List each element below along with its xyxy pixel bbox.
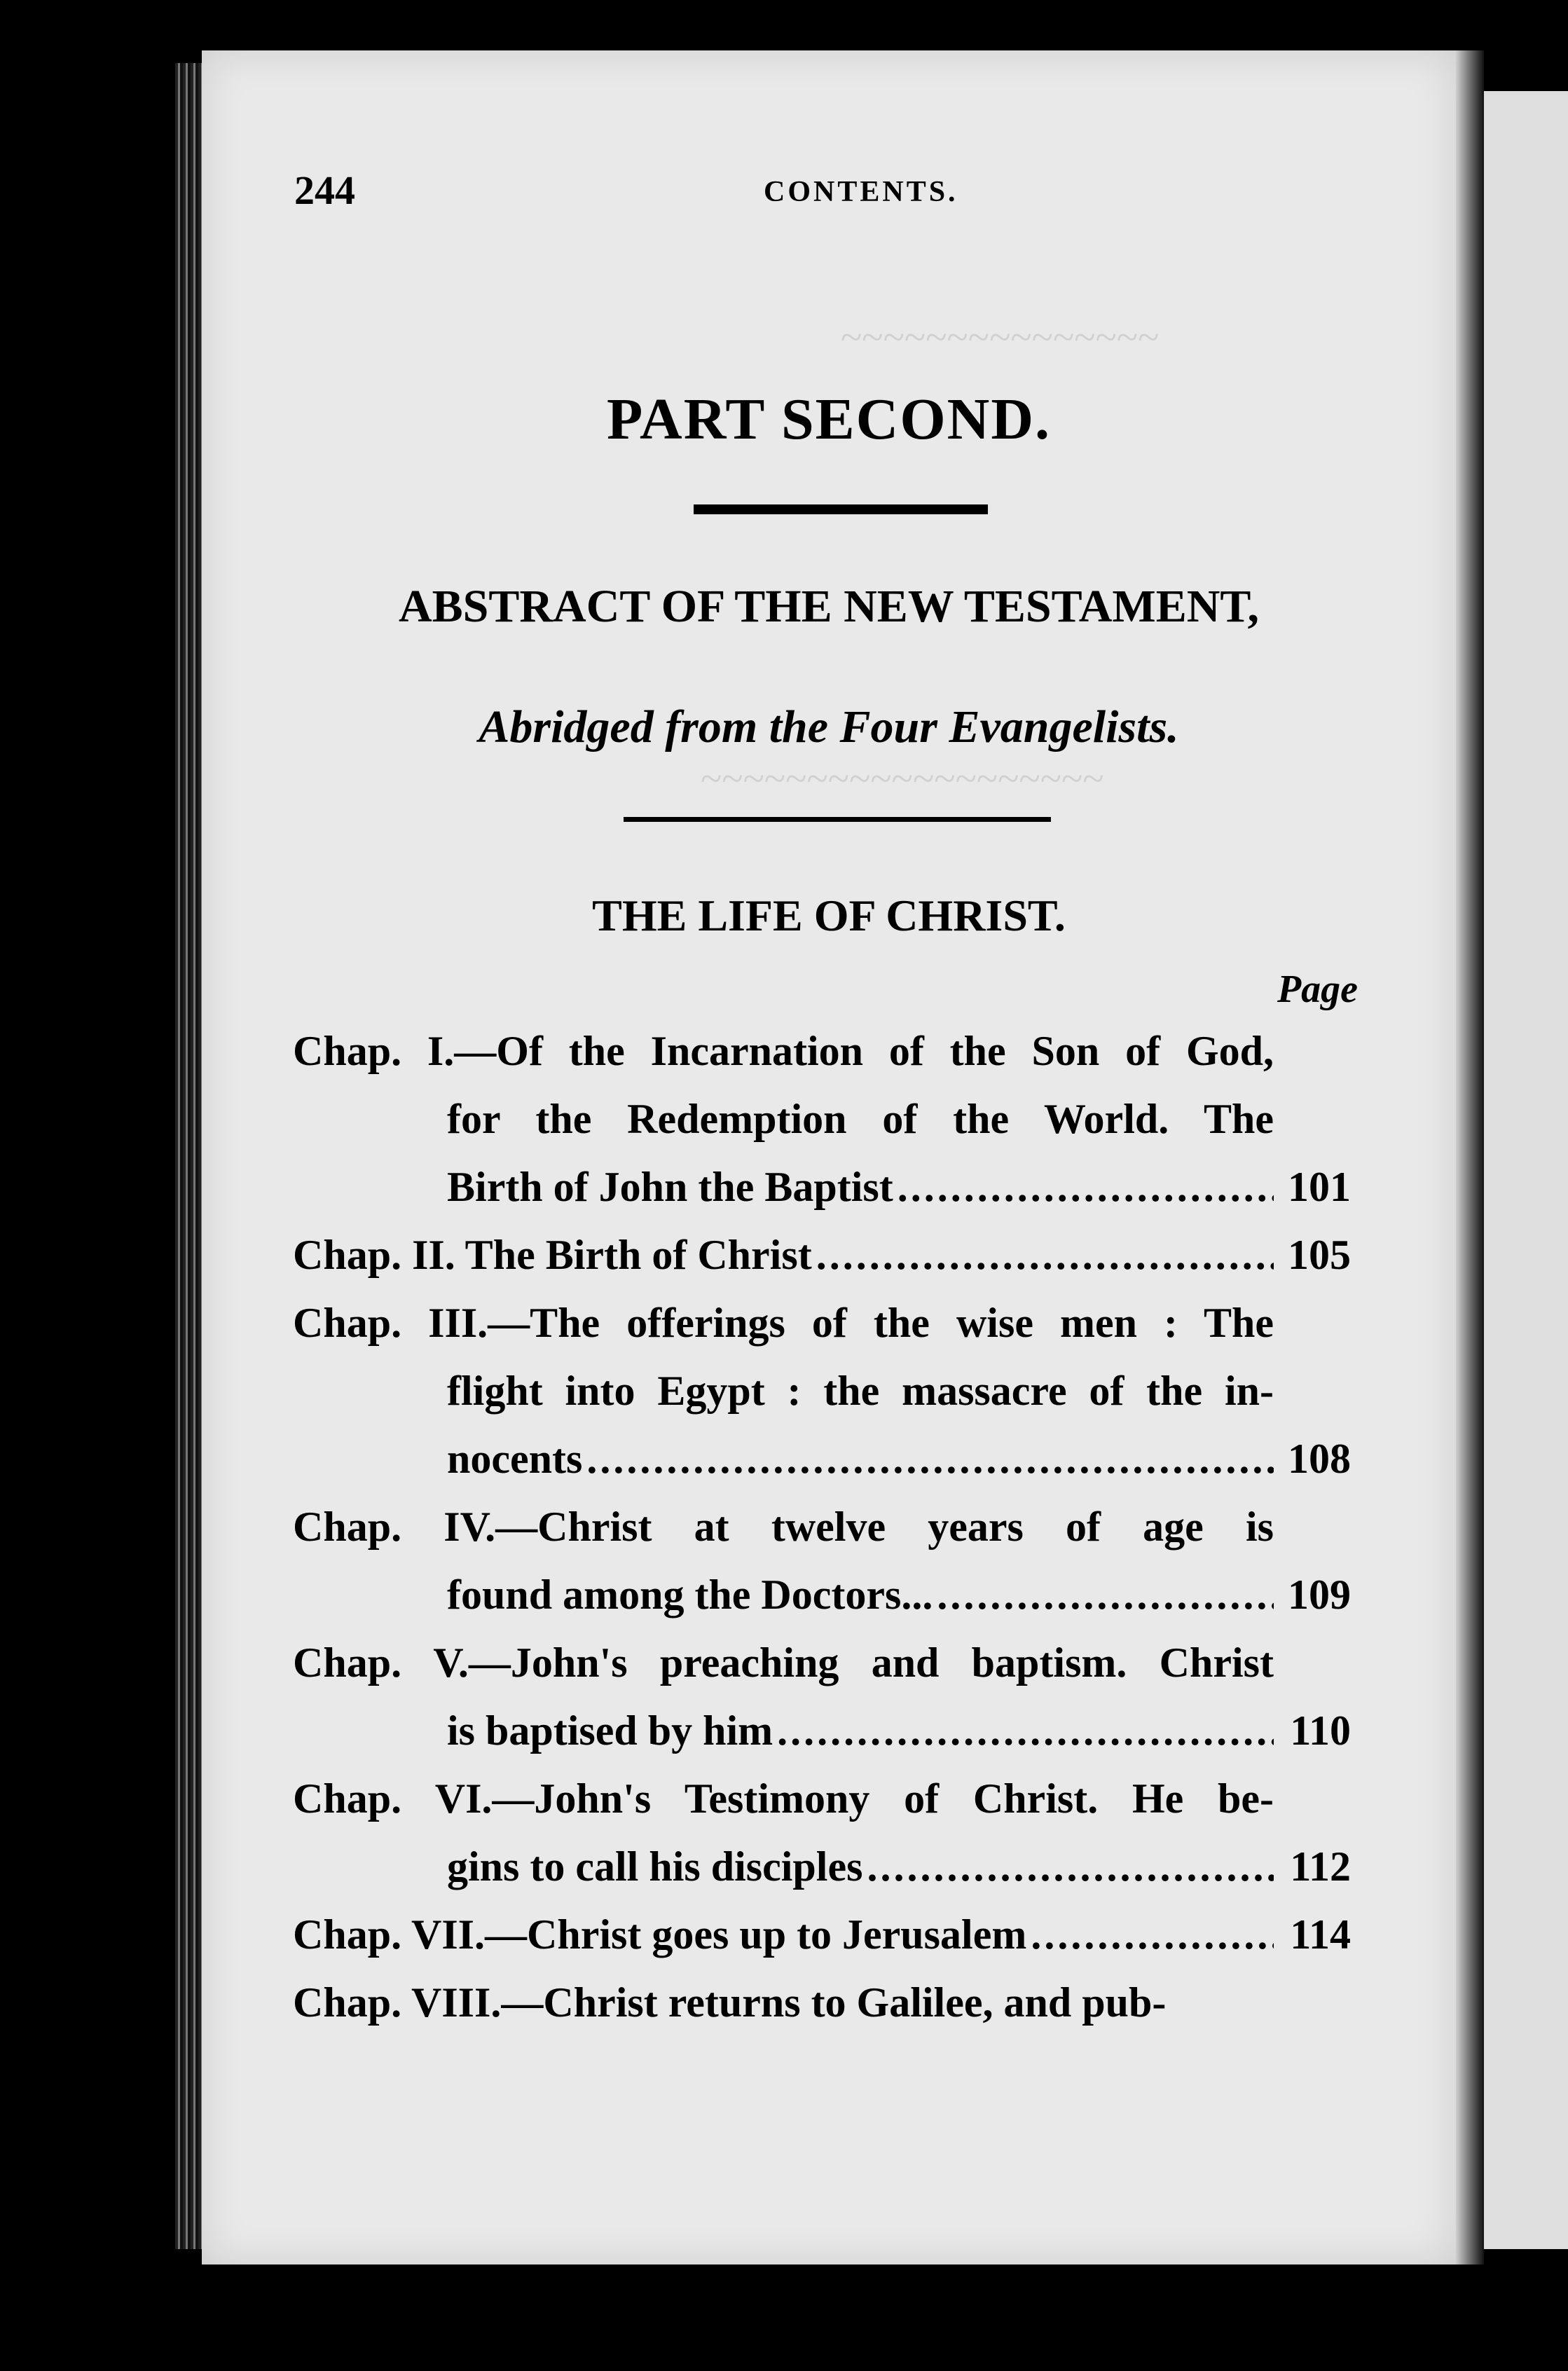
toc-entry-text: Chap. III.—The offerings of the wise men : The xyxy=(293,1300,1274,1346)
toc-page-number: 109 xyxy=(1288,1572,1351,1618)
toc-entry-text: Chap. V.—John's preaching and baptism. Christ xyxy=(293,1640,1274,1686)
section-heading: THE LIFE OF CHRIST. xyxy=(592,891,1066,940)
page-number: 244 xyxy=(294,167,355,213)
toc-entry-line xyxy=(293,1023,1351,1079)
toc-entry-text: is baptised by him xyxy=(447,1707,773,1754)
toc-entry-text: gins to call his disciples xyxy=(447,1843,863,1890)
dot-leader xyxy=(893,1159,1274,1215)
toc-entry-line xyxy=(293,1499,1351,1555)
gutter-shadow xyxy=(1456,50,1484,2265)
dot-leader xyxy=(582,1431,1274,1487)
toc-entry-continuation xyxy=(447,1839,1351,1895)
page-column-label: Page xyxy=(1277,968,1358,1011)
toc-entry-line xyxy=(293,1974,1351,2030)
part-title: PART SECOND. xyxy=(606,387,1052,452)
running-header: CONTENTS. xyxy=(764,176,958,208)
dot-leader xyxy=(773,1703,1274,1759)
toc-page-number: 112 xyxy=(1290,1843,1351,1890)
toc-entry-text: Birth of John the Baptist xyxy=(447,1164,893,1210)
toc-entry-text: Chap. II. The Birth of Christ xyxy=(293,1232,812,1278)
toc-entry-text: found among the Doctors... xyxy=(447,1572,933,1618)
toc-entry-text: Chap. IV.—Christ at twelve years of age is xyxy=(293,1504,1274,1550)
divider-rule xyxy=(694,504,988,514)
dot-leader xyxy=(812,1227,1274,1283)
dot-leader xyxy=(933,1567,1274,1623)
dot-leader xyxy=(1026,1906,1274,1963)
toc-page-number: 101 xyxy=(1288,1164,1351,1210)
toc-entry-text: Chap. VIII.—Christ returns to Galilee, and pub- xyxy=(293,1979,1167,2026)
toc-entry-line xyxy=(293,1771,1351,1827)
toc-entry-continuation xyxy=(447,1091,1351,1147)
toc-entry-text: Chap. VI.—John's Testimony of Christ. He be- xyxy=(293,1775,1274,1822)
toc-entry-text: flight into Egypt : the massacre of the in- xyxy=(447,1368,1274,1414)
toc-entry-text: for the Redemption of the World. The xyxy=(447,1096,1274,1142)
toc-entry-text: nocents xyxy=(447,1436,583,1482)
toc-entry-continuation xyxy=(447,1703,1351,1759)
bleed-through-text: ~~~~~~~~~~~~~~~~~~~ xyxy=(701,757,1104,801)
facing-page-edge xyxy=(1484,91,1568,2249)
toc-entry-continuation xyxy=(447,1431,1351,1487)
dot-leader xyxy=(862,1839,1274,1895)
toc-entry-continuation xyxy=(447,1159,1351,1215)
divider-rule xyxy=(624,817,1051,822)
toc-entry-line xyxy=(293,1227,1351,1283)
toc-entry-line xyxy=(293,1906,1351,1963)
toc-page-number: 110 xyxy=(1290,1707,1351,1754)
toc-page-number: 114 xyxy=(1290,1911,1351,1958)
toc-entry-continuation xyxy=(447,1567,1351,1623)
subtitle: Abridged from the Four Evangelists. xyxy=(479,701,1179,752)
toc-page-number: 105 xyxy=(1288,1232,1351,1278)
toc-entry-line xyxy=(293,1635,1351,1691)
toc-page-number: 108 xyxy=(1288,1436,1351,1482)
bleed-through-text: ~~~~~~~~~~~~~~~ xyxy=(841,316,1160,359)
section-title: ABSTRACT OF THE NEW TESTAMENT, xyxy=(398,581,1260,632)
toc-entry-text: Chap. VII.—Christ goes up to Jerusalem xyxy=(293,1911,1027,1958)
toc-entry-text: Chap. I.—Of the Incarnation of the Son of God, xyxy=(293,1028,1274,1074)
toc-entry-continuation xyxy=(447,1363,1351,1419)
book-spine-edge xyxy=(175,63,205,2249)
toc-entry-line xyxy=(293,1295,1351,1351)
